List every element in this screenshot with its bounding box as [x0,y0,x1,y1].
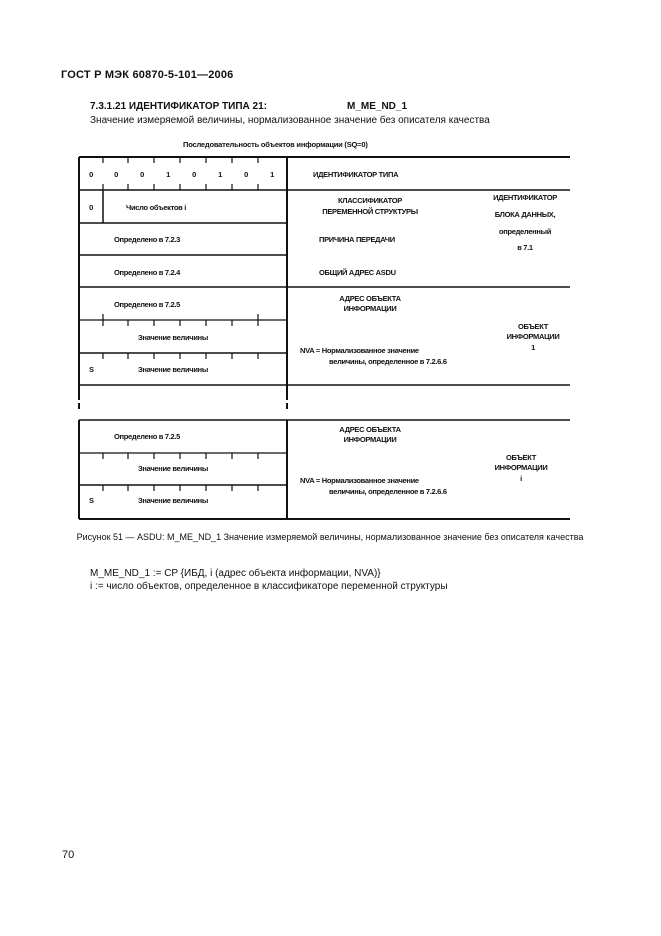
cot-definition-field: Определено в 7.2.3 [114,235,181,244]
value-field-high-1: Значение величины [138,365,208,374]
info-object-i-line2: ИНФОРМАЦИИ [494,463,548,472]
type-bit-2: 0 [244,170,248,179]
common-asdu-address-label: ОБЩИЙ АДРЕС ASDU [319,268,396,277]
vsq-label-line2: ПЕРЕМЕННОЙ СТРУКТУРЫ [322,207,418,216]
type-bit-1: 1 [270,170,274,179]
nva-description-i-line2: величины, определенное в 7.2.6.6 [329,487,447,496]
document-header: ГОСТ Р МЭК 60870-5-101—2006 [61,69,234,81]
sequence-title: Последовательность объектов информации (SQ=0) [183,140,368,149]
asdu-address-definition-field: Определено в 7.2.4 [114,268,181,277]
dui-label-line3: определенный [498,227,552,236]
info-object-1-line1: ОБЪЕКТ [517,322,548,331]
info-object-1-line2: ИНФОРМАЦИИ [506,332,560,341]
section-subtitle: Значение измеряемой величины, нормализованное значение без описателя качества [90,115,490,126]
cot-label: ПРИЧИНА ПЕРЕДАЧИ [319,235,395,244]
value-field-low-i: Значение величины [138,464,208,473]
info-object-1-line3: 1 [531,343,535,352]
nva-description-i-line1: NVA = Нормализованное значение [300,476,419,485]
sign-bit-1: S [89,365,94,374]
dui-label-line2: БЛОКА ДАННЫХ, [494,210,556,219]
dui-label-line1: ИДЕНТИФИКАТОР [493,193,557,202]
page-number: 70 [62,849,75,861]
nva-description-1-line2: величины, определенное в 7.2.6.6 [329,357,447,366]
sq-bit: 0 [89,203,93,212]
nva-description-1-line1: NVA = Нормализованное значение [300,346,419,355]
formula-line-2: i := число объектов, определенное в классификаторе переменной структуры [90,581,448,592]
formula-line-1: M_ME_ND_1 := CP {ИБД, i (адрес объекта информации, NVA)} [90,568,381,579]
section-type-code: M_ME_ND_1 [347,101,408,112]
info-object-i-line1: ОБЪЕКТ [505,453,536,462]
dui-label-line4: в 7.1 [517,243,533,252]
type-bit-5: 1 [166,170,170,179]
type-bit-7: 0 [114,170,118,179]
ioa-label-1-line1: АДРЕС ОБЪЕКТА [339,294,401,303]
vsq-label-line1: КЛАССИФИКАТОР [337,196,403,205]
type-bit-4: 0 [192,170,196,179]
figure-caption: Рисунок 51 — ASDU: M_ME_ND_1 Значение измеряемой величины, нормализованное значение без описателя качества [76,532,584,542]
formula-definition [90,567,448,593]
value-field-high-i: Значение величины [138,496,208,505]
type-id-label: ИДЕНТИФИКАТОР ТИПА [313,170,399,179]
value-field-low-1: Значение величины [138,333,208,342]
ioa-definition-field-i: Определено в 7.2.5 [114,432,181,441]
info-object-i-line3: i [520,474,522,483]
ioa-definition-field-1: Определено в 7.2.5 [114,300,181,309]
section-title: 7.3.1.21 ИДЕНТИФИКАТОР ТИПА 21: [90,101,267,112]
type-bit-8: 0 [89,170,93,179]
ioa-label-i-line2: ИНФОРМАЦИИ [343,435,397,444]
ioa-label-i-line1: АДРЕС ОБЪЕКТА [339,425,401,434]
sign-bit-i: S [89,496,94,505]
ioa-label-1-line2: ИНФОРМАЦИИ [343,304,397,313]
type-bit-6: 0 [140,170,144,179]
type-bit-3: 1 [218,170,222,179]
number-of-objects-field: Число объектов i [126,203,187,212]
